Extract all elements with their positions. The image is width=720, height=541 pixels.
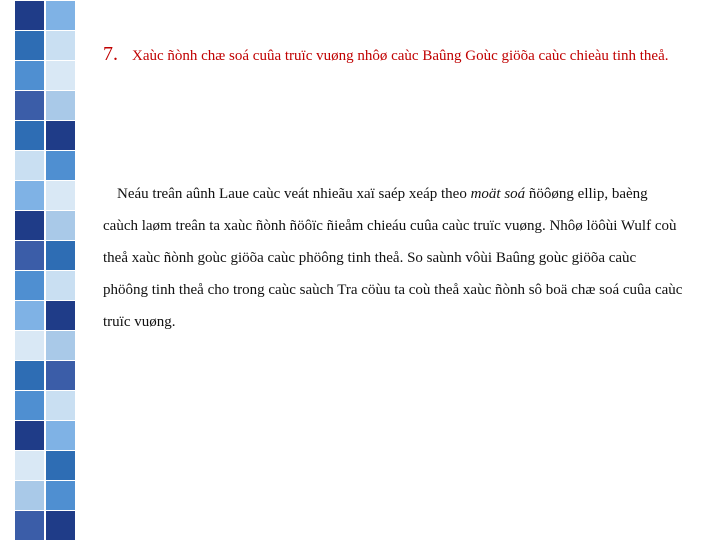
mosaic-tile xyxy=(14,210,45,241)
heading-number: 7. xyxy=(103,43,118,65)
mosaic-tile xyxy=(45,300,76,331)
mosaic-tile xyxy=(14,0,45,31)
mosaic-tile xyxy=(45,240,76,271)
mosaic-tile xyxy=(14,120,45,151)
mosaic-tile xyxy=(45,90,76,121)
mosaic-tile xyxy=(14,510,45,541)
slide-heading xyxy=(103,38,683,72)
mosaic-tile xyxy=(14,450,45,481)
mosaic-tile xyxy=(45,360,76,391)
mosaic-tile xyxy=(45,30,76,61)
mosaic-tile xyxy=(14,480,45,511)
heading-text: Xaùc ñònh chæ soá cuûa truïc vuøng nhôø caùc Baûng Goùc giöõa caùc chieàu tinh theå. xyxy=(132,48,669,64)
mosaic-tile xyxy=(14,300,45,331)
mosaic-tile xyxy=(14,270,45,301)
mosaic-tile xyxy=(45,120,76,151)
mosaic-tile xyxy=(45,210,76,241)
mosaic-tile xyxy=(14,330,45,361)
mosaic-tile xyxy=(45,450,76,481)
mosaic-tile xyxy=(45,150,76,181)
mosaic-tile xyxy=(45,0,76,31)
mosaic-tile xyxy=(45,180,76,211)
paragraph-after: ñöôøng ellip, baèng caùch laøm treân ta xaùc ñònh ñöôïc ñieåm chieáu cuûa caùc truïc vuøng. Nhôø löôùi Wulf coù theå xaùc ñònh goùc giöõa caùc phöông tinh theå. So saùnh vôùi Baûng goùc giöõa caùc phöông tinh theå cho trong caùc saùch Tra cöùu ta coù theå xaùc ñònh sô boä chæ soá cuûa caùc truïc vuøng. xyxy=(103,186,683,330)
mosaic-tile xyxy=(14,90,45,121)
mosaic-tile xyxy=(45,270,76,301)
mosaic-tile xyxy=(14,30,45,61)
mosaic-tile xyxy=(45,390,76,421)
mosaic-tile xyxy=(14,420,45,451)
mosaic-tile xyxy=(45,480,76,511)
mosaic-tile xyxy=(14,180,45,211)
mosaic-tile xyxy=(14,360,45,391)
mosaic-tile xyxy=(14,390,45,421)
mosaic-tile xyxy=(45,330,76,361)
body-paragraph xyxy=(103,178,683,338)
mosaic-tile xyxy=(45,60,76,91)
paragraph-emphasis: moät soá xyxy=(470,186,526,202)
mosaic-tile xyxy=(14,240,45,271)
mosaic-tile xyxy=(14,60,45,91)
mosaic-tile xyxy=(45,510,76,541)
mosaic-tile xyxy=(45,420,76,451)
mosaic-tile xyxy=(14,150,45,181)
decorative-mosaic-strip xyxy=(14,0,76,540)
paragraph-before: Neáu treân aûnh Laue caùc veát nhieãu xaï saép xeáp theo xyxy=(117,186,471,202)
